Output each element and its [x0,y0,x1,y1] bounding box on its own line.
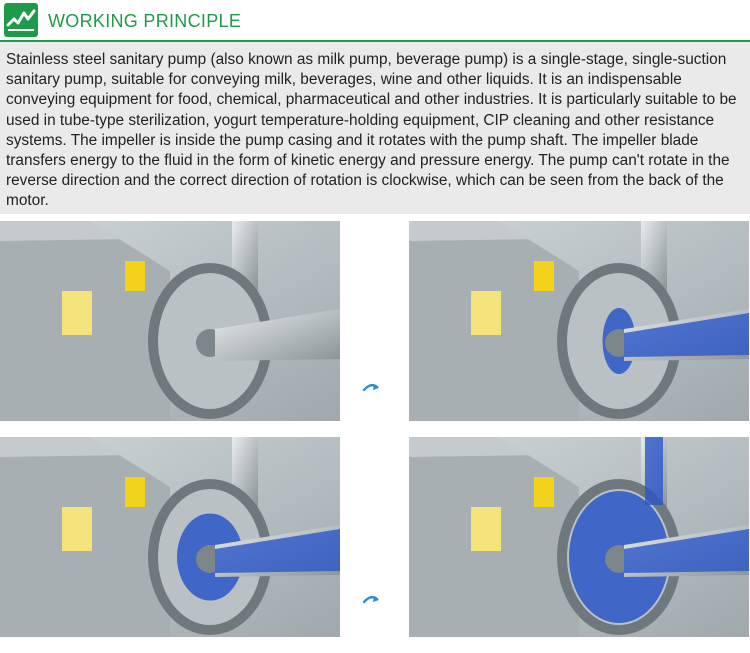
warning-label [125,477,145,507]
description-text: Stainless steel sanitary pump (also known as milk pump, beverage pump) is a single-stage, single-suction sanitary pump, suitable for conveying milk, beverages, wine and other liquids. It is an indispensable conveying equipment for food, chemical, pharmaceutical and other industries. It is particularly suitable to be used in tube-type sterilization, yogurt temperature-holding equipment, CIP cleaning and other resistance systems. The impeller is inside the pump casing and it rotates with the pump shaft. The impeller blade transfers energy to the fluid in the form of kinetic energy and pressure energy. The pump can't rotate in the reverse direction and the correct direction of rotation is clockwise, which can be seen from the back of the motor. [6,51,737,210]
nameplate-label [471,507,501,551]
pump-diagram-step-1 [0,221,340,421]
nameplate-label [62,291,92,335]
description-box [0,42,750,214]
outlet-liquid [645,437,663,505]
page-title: WORKING PRINCIPLE [48,11,242,31]
section-header [0,0,750,42]
pump-diagram-step-3 [0,437,340,637]
nameplate-label [471,291,501,335]
green-wave-logo-icon [4,3,38,37]
pump-diagram-step-2 [409,221,749,421]
curved-arrow-icon [362,592,382,606]
pump-diagram-step-4 [409,437,749,637]
warning-label [534,261,554,291]
curved-arrow-icon [362,380,382,394]
warning-label [125,261,145,291]
nameplate-label [62,507,92,551]
warning-label [534,477,554,507]
